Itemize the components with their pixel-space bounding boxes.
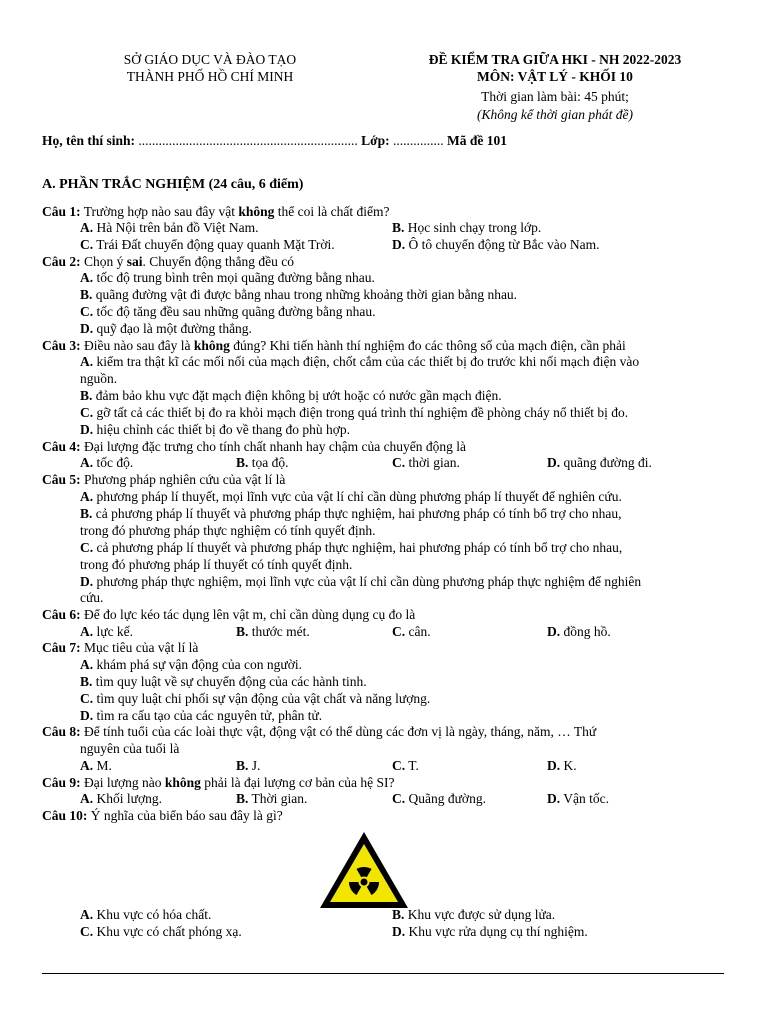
q8-option-a: A. M. <box>80 758 112 773</box>
q8-option-b: B. J. <box>236 758 261 773</box>
question-4: Câu 4: Đại lượng đặc trưng cho tính chất nhanh hay chậm của chuyển động là <box>42 439 467 454</box>
student-info-line <box>42 133 507 149</box>
q10-option-a: A. Khu vực có hóa chất. <box>80 907 212 922</box>
q5-option-c-cont: trong đó phương pháp lí thuyết có tính quyết định. <box>80 557 353 572</box>
question-9: Câu 9: Đại lượng nào không phải là đại lượng cơ bản của hệ SI? <box>42 775 395 790</box>
q4-option-b: B. tọa độ. <box>236 455 289 470</box>
question-1: Câu 1: Trường hợp nào sau đây vật không thể coi là chất điểm? <box>42 204 390 219</box>
question-8: Câu 8: Để tính tuổi của các loài thực vật, động vật có thể dùng các đơn vị là ngày, tháng, năm, … Thứ <box>42 724 597 739</box>
q9-option-d: D. Vận tốc. <box>547 791 609 806</box>
q2-option-b: B. quãng đường vật đi được bằng nhau trong những khoảng thời gian bằng nhau. <box>80 287 518 302</box>
q6-option-d: D. đồng hồ. <box>547 624 611 639</box>
q10-option-b: B. Khu vực được sử dụng lửa. <box>392 907 556 922</box>
q9-option-c: C. Quãng đường. <box>392 791 486 806</box>
q5-option-b: B. cả phương pháp lí thuyết và phương pháp thực nghiệm, hai phương pháp có tính bổ trợ cho nhau, <box>80 506 622 521</box>
name-field[interactable]: ................................................................. <box>138 133 358 148</box>
q6-option-c: C. cân. <box>392 624 431 639</box>
department-line-2: THÀNH PHỐ HỒ CHÍ MINH <box>126 69 294 84</box>
question-6: Câu 6: Để đo lực kéo tác dụng lên vật m, chỉ cần dùng dụng cụ đo là <box>42 607 416 622</box>
question-8-cont: nguyên của tuổi là <box>80 741 180 756</box>
q1-option-b: B. Học sinh chạy trong lớp. <box>392 220 542 235</box>
q4-option-d: D. quãng đường đi. <box>547 455 652 470</box>
question-10: Câu 10: Ý nghĩa của biển báo sau đây là gì? <box>42 808 283 823</box>
q2-option-c: C. tốc độ tăng đều sau những quãng đường bằng nhau. <box>80 304 376 319</box>
q3-option-a-cont: nguồn. <box>80 371 118 386</box>
q5-option-d: D. phương pháp thực nghiệm, mọi lĩnh vực của vật lí chỉ cần dùng phương pháp thực nghiệm để nghiên <box>80 574 642 589</box>
exam-subject: MÔN: VẬT LÝ - KHỐI 10 <box>477 69 633 84</box>
q3-option-c: C. gỡ tất cả các thiết bị đo ra khỏi mạch điện trong quá trình thí nghiệm đề phòng cháy nổ thiết bị đo. <box>80 405 629 420</box>
exam-title: ĐỀ KIỂM TRA GIỮA HKI - NH 2022-2023 <box>428 52 682 67</box>
name-label: Họ, tên thí sinh: <box>42 133 136 148</box>
q6-option-b: B. thước mét. <box>236 624 310 639</box>
q4-option-c: C. thời gian. <box>392 455 460 470</box>
q1-option-c: C. Trái Đất chuyển động quay quanh Mặt Trời. <box>80 237 335 252</box>
q6-option-a: A. lực kế. <box>80 624 134 639</box>
q4-option-a: A. tốc độ. <box>80 455 134 470</box>
exam-time-note: (Không kể thời gian phát đề) <box>476 107 634 122</box>
q9-option-a: A. Khối lượng. <box>80 791 162 806</box>
exam-time: Thời gian làm bài: 45 phút; <box>481 89 629 104</box>
q9-option-b: B. Thời gian. <box>236 791 308 806</box>
q3-option-b: B. đảm bảo khu vực đặt mạch điện không bị ướt hoặc có nước gần mạch điện. <box>80 388 502 403</box>
class-field[interactable]: ............... <box>393 133 444 148</box>
q1-option-a: A. Hà Nội trên bản đồ Việt Nam. <box>80 220 259 235</box>
q8-option-d: D. K. <box>547 758 577 773</box>
q7-option-b: B. tìm quy luật về sự chuyển động của các hành tinh. <box>80 674 367 689</box>
q5-option-c: C. cả phương pháp lí thuyết và phương pháp thực nghiệm, hai phương pháp có tính bổ trợ cho nhau, <box>80 540 623 555</box>
q7-option-a: A. khám phá sự vận động của con người. <box>80 657 302 672</box>
q1-option-d: D. Ô tô chuyển động từ Bắc vào Nam. <box>392 237 600 252</box>
q7-option-c: C. tìm quy luật chi phối sự vận động của vật chất và năng lượng. <box>80 691 431 706</box>
footer-divider <box>42 973 724 974</box>
q5-option-d-cont: cứu. <box>80 590 104 605</box>
q3-option-a: A. kiểm tra thật kĩ các mối nối của mạch điện, chốt cắm của các thiết bị đo trước khi nối mạch điện vào <box>80 354 640 369</box>
q7-option-d: D. tìm ra cấu tạo của các nguyên tử, phân tử. <box>80 708 323 723</box>
q8-option-c: C. T. <box>392 758 419 773</box>
class-label: Lớp: <box>361 133 390 148</box>
radiation-warning-icon <box>318 830 410 910</box>
department-line-1: SỞ GIÁO DỤC VÀ ĐÀO TẠO <box>123 52 297 67</box>
question-3: Câu 3: Điều nào sau đây là không đúng? Khi tiến hành thí nghiệm đo các thông số của mạch điện, cần phải <box>42 338 626 353</box>
q10-option-d: D. Khu vực rửa dụng cụ thí nghiệm. <box>392 924 588 939</box>
question-5: Câu 5: Phương pháp nghiên cứu của vật lí là <box>42 472 286 487</box>
question-7: Câu 7: Mục tiêu của vật lí là <box>42 640 199 655</box>
q10-option-c: C. Khu vực có chất phóng xạ. <box>80 924 242 939</box>
q2-option-a: A. tốc độ trung bình trên mọi quãng đường bằng nhau. <box>80 270 375 285</box>
question-2: Câu 2: Chọn ý sai. Chuyển động thẳng đều có <box>42 254 295 269</box>
exam-code: Mã đề 101 <box>447 133 508 148</box>
section-a-title: A. PHẦN TRẮC NGHIỆM (24 câu, 6 điểm) <box>42 177 304 192</box>
q5-option-b-cont: trong đó phương pháp thực nghiệm có tính quyết định. <box>80 523 376 538</box>
q5-option-a: A. phương pháp lí thuyết, mọi lĩnh vực của vật lí chỉ cần dùng phương pháp lí thuyết để nghiên cứu. <box>80 489 622 504</box>
q3-option-d: D. hiệu chỉnh các thiết bị đo về thang đo phù hợp. <box>80 422 350 437</box>
q2-option-d: D. quỹ đạo là một đường thẳng. <box>80 321 252 336</box>
